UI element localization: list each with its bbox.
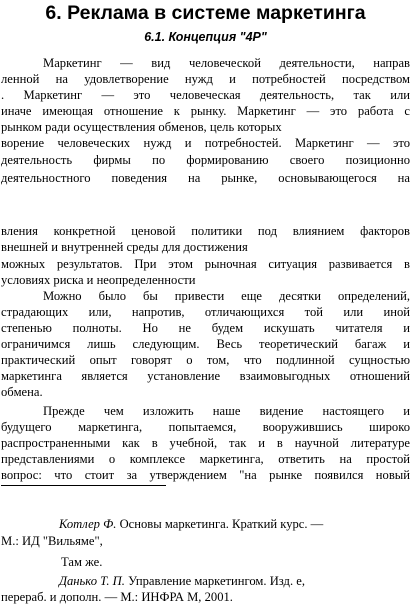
section-subheading: 6.1. Концепция "4P" [144,30,267,44]
body-line: Маркетинг — вид человеческой деятельности, направ [43,56,410,70]
body-line: рынком ради осуществления обменов, цель которых [1,120,282,134]
body-line: иначе имеющая отношение к рынку. Маркетинг — это работа с [1,104,410,118]
footnote-1-continued: М.: ИД "Вильяме", [1,534,103,548]
body-line: ленной на удовлетворение нужд и потребностей посредством [1,72,410,86]
chapter-heading: 6. Реклама в системе маркетинга [45,2,366,24]
body-line: внешней и внутренней среды для достижения [1,240,248,254]
body-line: ограничимся лишь следующим. Весь теоретический багаж и [1,337,410,351]
footnote-3-continued: перераб. и дополн. — М.: ИНФРА М, 2001. [1,590,233,604]
body-line: . Маркетинг — это человеческая деятельность, так или [1,88,410,102]
body-line: вопрос: что стоит за утверждением "на рынке появился новый [1,468,410,482]
footnote-3 [1,573,410,589]
body-line: деятельностного поведения на рынке, основывающегося на [1,171,410,185]
footnote-separator [1,485,166,486]
body-line: распространенными как в учебной, так и в научной литературе [1,436,410,450]
body-line: будущего маркетинга, попытаемся, вооружившись широко [1,420,410,434]
body-line: Можно было бы привести еще десятки определений, [43,289,410,303]
body-line: можных результатов. При этом рыночная ситуация развивается в [1,257,410,271]
body-line: маркетинга является установление взаимовыгодных отношений [1,369,410,383]
footnote-1-author: Котлер Ф. [59,517,117,531]
body-line: условиях риска и неопределенности [1,273,196,287]
footnote-1 [1,516,410,532]
body-line: Прежде чем изложить наше видение настоящего и [43,404,410,418]
body-line: деятельность фирмы по формированию своего позиционно [1,153,410,167]
footnote-1-title: Основы маркетинга. Краткий курс. — [119,517,324,531]
body-line: ворение человеческих нужд и потребностей. Маркетинг — это [1,136,410,150]
footnote-3-title: Управление маркетингом. Изд. е, [128,574,305,588]
body-line: степенью полноты. Но не будем искушать читателя и [1,321,410,335]
footnote-2: Там же. [61,555,103,569]
footnote-3-author: Данько Т. П. [59,574,125,588]
body-line: представлениями о комплексе маркетинга, ответить на простой [1,452,410,466]
body-line: страдающих или, напротив, отличающихся той или иной [1,305,410,319]
body-line: обмена. [1,385,43,399]
body-line: вления конкретной ценовой политики под влиянием факторов [1,224,410,238]
body-line: практический опыт говорят о том, что подлинной сущностью [1,353,410,367]
